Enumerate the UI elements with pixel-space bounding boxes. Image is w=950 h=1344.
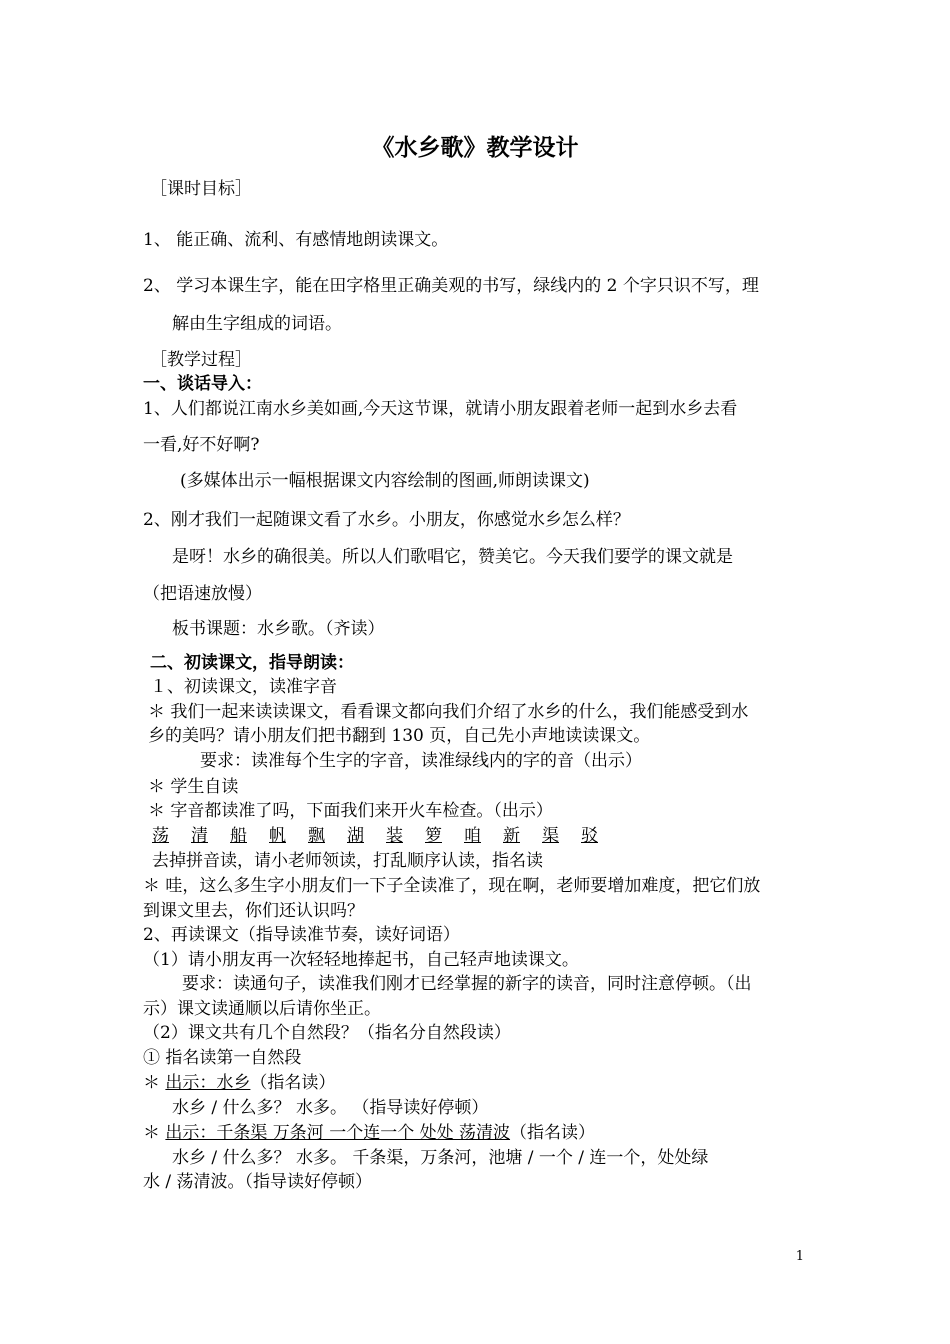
step-2-first-paragraph: ① 指名读第一自然段 (143, 1048, 302, 1068)
page-number: 1 (795, 1249, 804, 1264)
pause-reading-line-2b: 水 / 荡清波。（指导读好停顿） (143, 1172, 373, 1192)
step-2-sub-2: （2）课文共有几个自然段？（指名分自然段读） (143, 1023, 511, 1043)
pause-reading-line-2a: 水乡 / 什么多？ 水多。 千条渠，万条河，池塘 / 一个 / 连一个，处处绿 (172, 1148, 709, 1168)
step-1-check: ＊ 字音都读准了吗，下面我们来开火车检查。（出示） (148, 801, 553, 821)
new-character: 帆 (269, 826, 286, 846)
paragraph-4: 板书课题：水乡歌。（齐读） (172, 619, 385, 639)
paragraph-1-line2: 一看,好不好啊? (143, 435, 260, 455)
step-1-remove-pinyin: 去掉拼音读，请小老师领读，打乱顺序认读，指名读 (152, 851, 543, 871)
step-1-title: １、初读课文，读准字音 (150, 677, 337, 697)
goal-item-2-line1: 2、 学习本课生字，能在田字格里正确美观的书写，绿线内的 2 个字只识不写，理 (143, 276, 759, 296)
step-1-harder-line2: 到课文里去，你们还认识吗？ (143, 901, 364, 921)
instruction-text: （指名读） (510, 1123, 596, 1143)
paragraph-3-line1: 是呀！水乡的确很美。所以人们歌唱它，赞美它。今天我们要学的课文就是 (172, 547, 733, 567)
new-character: 咱 (464, 826, 481, 846)
step-2-requirement-line2: 示）课文读通顺以后请你坐正。 (143, 999, 381, 1019)
new-character: 新 (503, 826, 520, 846)
paragraph-3-line2: （把语速放慢） (143, 584, 262, 604)
pause-reading-line-1: 水乡 / 什么多？ 水多。 （指导读好停顿） (172, 1098, 489, 1118)
show-water-town-line (143, 1071, 335, 1095)
step-1-para-line2: 乡的美吗？请小朋友们把书翻到 130 页，自己先小声地读读课文。 (148, 726, 651, 746)
paragraph-1-note: (多媒体出示一幅根据课文内容绘制的图画,师朗读课文) (180, 471, 590, 491)
paragraph-2: 2、刚才我们一起随课文看了水乡。小朋友，你感觉水乡怎么样？ (143, 510, 630, 530)
new-character: 飘 (308, 826, 325, 846)
new-characters-row (152, 824, 620, 848)
new-character: 清 (191, 826, 208, 846)
bullet-star: ＊ (143, 1073, 166, 1093)
new-character: 船 (230, 826, 247, 846)
new-character: 荡 (152, 826, 169, 846)
bullet-star: ＊ (143, 1123, 166, 1143)
page-title: 《水乡歌》教学设计 (371, 135, 579, 161)
step-2-sub-1: （1）请小朋友再一次轻轻地捧起书，自己轻声地读课文。 (143, 950, 579, 970)
step-2-requirement-line1: 要求：读通句子，读准我们刚才已经掌握的新字的读音，同时注意停顿。（出 (182, 974, 752, 994)
show-phrases-line (143, 1121, 595, 1145)
instruction-text: （指名读） (250, 1073, 336, 1093)
new-character: 装 (386, 826, 403, 846)
section-process-heading: ［教学过程］ (150, 350, 252, 370)
step-1-requirement: 要求：读准每个生字的字音，读准绿线内的字的音（出示） (200, 751, 642, 771)
new-character: 湖 (347, 826, 364, 846)
shown-phrases: 出示：千条渠 万条河 一个连一个 处处 荡清波 (165, 1123, 511, 1143)
new-character: 箩 (425, 826, 442, 846)
heading-part-2: 二、初读课文，指导朗读： (150, 653, 354, 673)
shown-phrase: 出示：水乡 (165, 1073, 251, 1093)
paragraph-1-line1: 1、人们都说江南水乡美如画,今天这节课，就请小朋友跟着老师一起到水乡去看 (143, 399, 738, 419)
step-1-harder-line1: ＊ 哇，这么多生字小朋友们一下子全读准了，现在啊，老师要增加难度，把它们放 (143, 876, 761, 896)
section-goal-heading: ［课时目标］ (150, 179, 252, 199)
new-character: 驳 (581, 826, 598, 846)
new-character: 渠 (542, 826, 559, 846)
goal-item-1: 1、 能正确、流利、有感情地朗读课文。 (143, 230, 449, 250)
step-2-title: 2、再读课文（指导读准节奏，读好词语） (143, 925, 460, 945)
goal-item-2-line2: 解由生字组成的词语。 (172, 314, 342, 334)
step-1-self-read: ＊ 学生自读 (148, 777, 239, 797)
step-1-para-line1: ＊ 我们一起来读读课文，看看课文都向我们介绍了水乡的什么，我们能感受到水 (148, 702, 749, 722)
heading-part-1: 一、谈话导入： (143, 374, 262, 394)
